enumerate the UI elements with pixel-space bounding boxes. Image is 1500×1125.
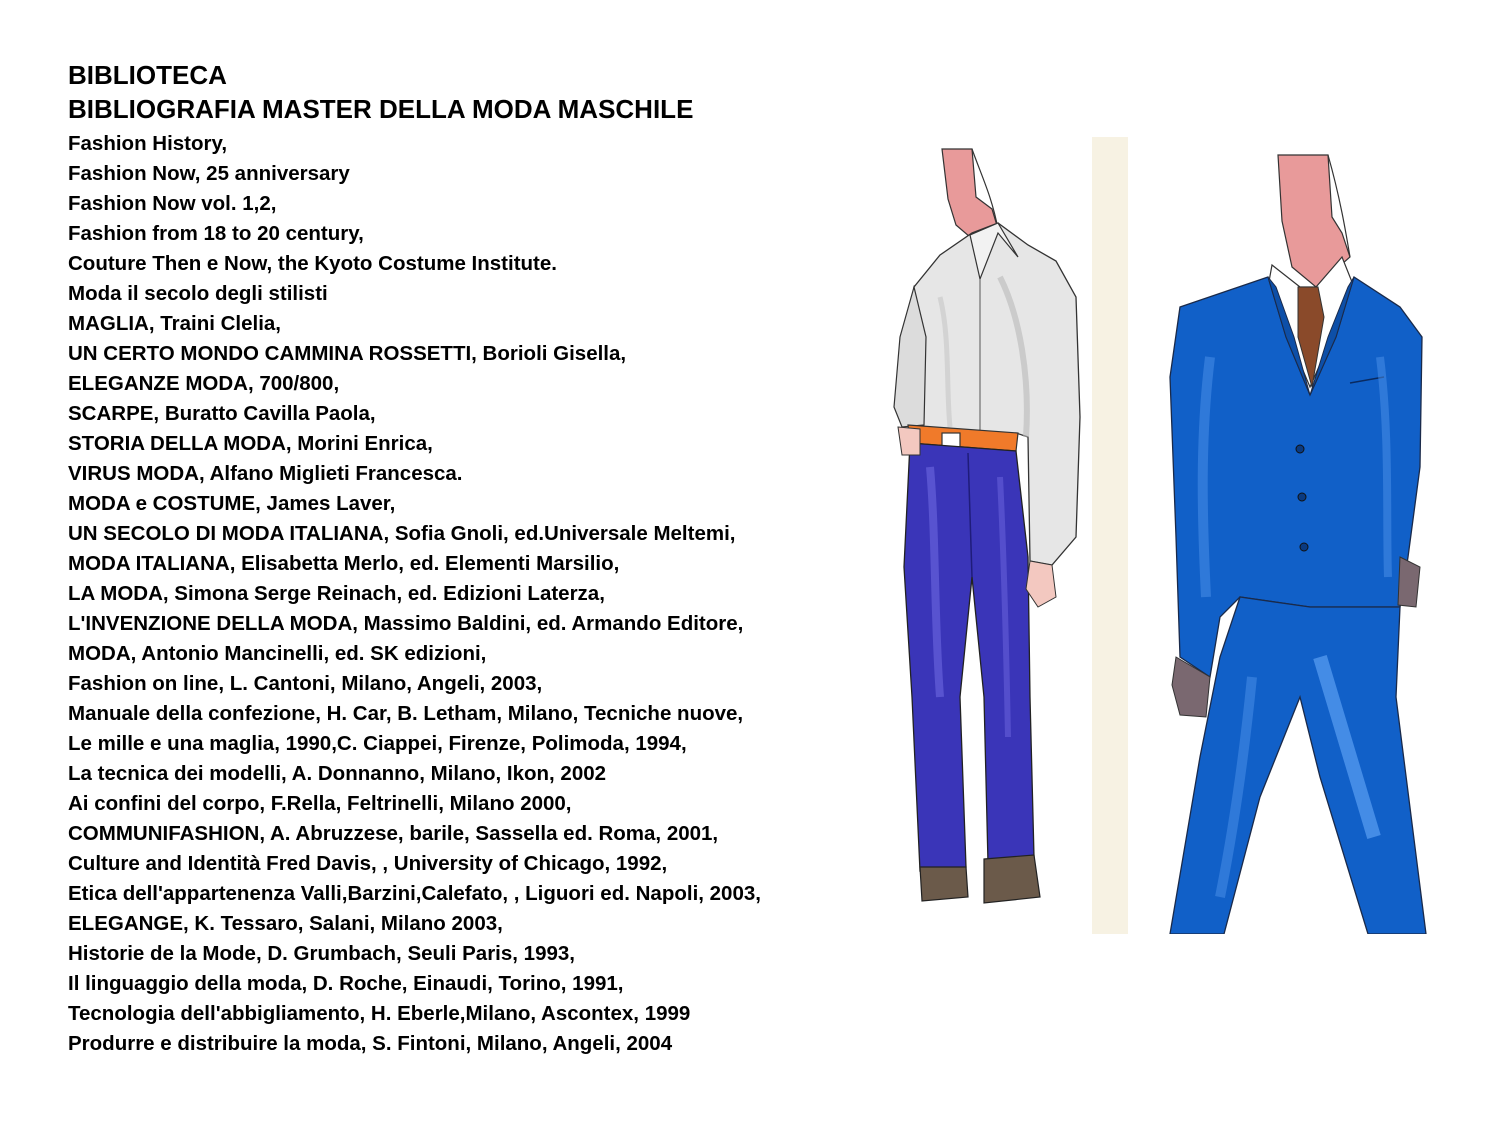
fashion-illustration <box>880 137 1436 934</box>
bibliography-entry: Manuale della confezione, H. Car, B. Letham, Milano, Tecniche nuove, <box>68 702 744 725</box>
bibliography-entry: Etica dell'appartenenza Valli,Barzini,Calefato, , Liguori ed. Napoli, 2003, <box>68 882 761 905</box>
bibliography-entry: Culture and Identità Fred Davis, , University of Chicago, 1992, <box>68 852 668 875</box>
bibliography-entry: UN CERTO MONDO CAMMINA ROSSETTI, Borioli Gisella, <box>68 342 627 365</box>
paper-gap <box>1092 137 1128 934</box>
bibliography-entry: COMMUNIFASHION, A. Abruzzese, barile, Sassella ed. Roma, 2001, <box>68 822 719 845</box>
bibliography-entry: MODA e COSTUME, James Laver, <box>68 492 396 515</box>
bibliography-entry: ELEGANZE MODA, 700/800, <box>68 372 340 395</box>
bibliography-entry: Historie de la Mode, D. Grumbach, Seuli Paris, 1993, <box>68 942 575 965</box>
bibliography-section <box>68 58 858 1059</box>
bibliography-entry: Fashion on line, L. Cantoni, Milano, Angeli, 2003, <box>68 672 543 695</box>
bibliography-entry: VIRUS MODA, Alfano Miglieti Francesca. <box>68 462 463 485</box>
bibliography-entry: Produrre e distribuire la moda, S. Fintoni, Milano, Angeli, 2004 <box>68 1032 673 1055</box>
bibliography-entry: ELEGANGE, K. Tessaro, Salani, Milano 2003, <box>68 912 503 935</box>
bibliography-entry: Moda il secolo degli stilisti <box>68 282 328 305</box>
bibliography-entry: UN SECOLO DI MODA ITALIANA, Sofia Gnoli, ed.Universale Meltemi, <box>68 522 736 545</box>
bibliography-entry: Il linguaggio della moda, D. Roche, Einaudi, Torino, 1991, <box>68 972 624 995</box>
bibliography-entry: Fashion from 18 to 20 century, <box>68 222 364 245</box>
bibliography-entry: SCARPE, Buratto Cavilla Paola, <box>68 402 376 425</box>
bibliography-entry: Ai confini del corpo, F.Rella, Feltrinelli, Milano 2000, <box>68 792 572 815</box>
bibliography-entry: Fashion History, <box>68 132 228 155</box>
bibliography-entry: LA MODA, Simona Serge Reinach, ed. Edizioni Laterza, <box>68 582 605 605</box>
bibliography-entry: MODA ITALIANA, Elisabetta Merlo, ed. Elementi Marsilio, <box>68 552 620 575</box>
bibliography-entry: STORIA DELLA MODA, Morini Enrica, <box>68 432 433 455</box>
bibliography-entry: MAGLIA, Traini Clelia, <box>68 312 282 335</box>
bibliography-list <box>68 129 858 1059</box>
page-subtitle: BIBLIOGRAFIA MASTER DELLA MODA MASCHILE <box>68 94 694 124</box>
bibliography-entry: Fashion Now, 25 anniversary <box>68 162 350 185</box>
bibliography-entry: La tecnica dei modelli, A. Donnanno, Milano, Ikon, 2002 <box>68 762 607 785</box>
page-title: BIBLIOTECA <box>68 60 227 90</box>
fashion-sketch-svg <box>880 137 1436 934</box>
bibliography-entry: Le mille e una maglia, 1990,C. Ciappei, Firenze, Polimoda, 1994, <box>68 732 687 755</box>
bibliography-entry: MODA, Antonio Mancinelli, ed. SK edizioni, <box>68 642 487 665</box>
bibliography-entry: Fashion Now vol. 1,2, <box>68 192 277 215</box>
bibliography-entry: L'INVENZIONE DELLA MODA, Massimo Baldini, ed. Armando Editore, <box>68 612 744 635</box>
bibliography-entry: Couture Then e Now, the Kyoto Costume Institute. <box>68 252 557 275</box>
bibliography-entry: Tecnologia dell'abbigliamento, H. Eberle,Milano, Ascontex, 1999 <box>68 1002 691 1025</box>
